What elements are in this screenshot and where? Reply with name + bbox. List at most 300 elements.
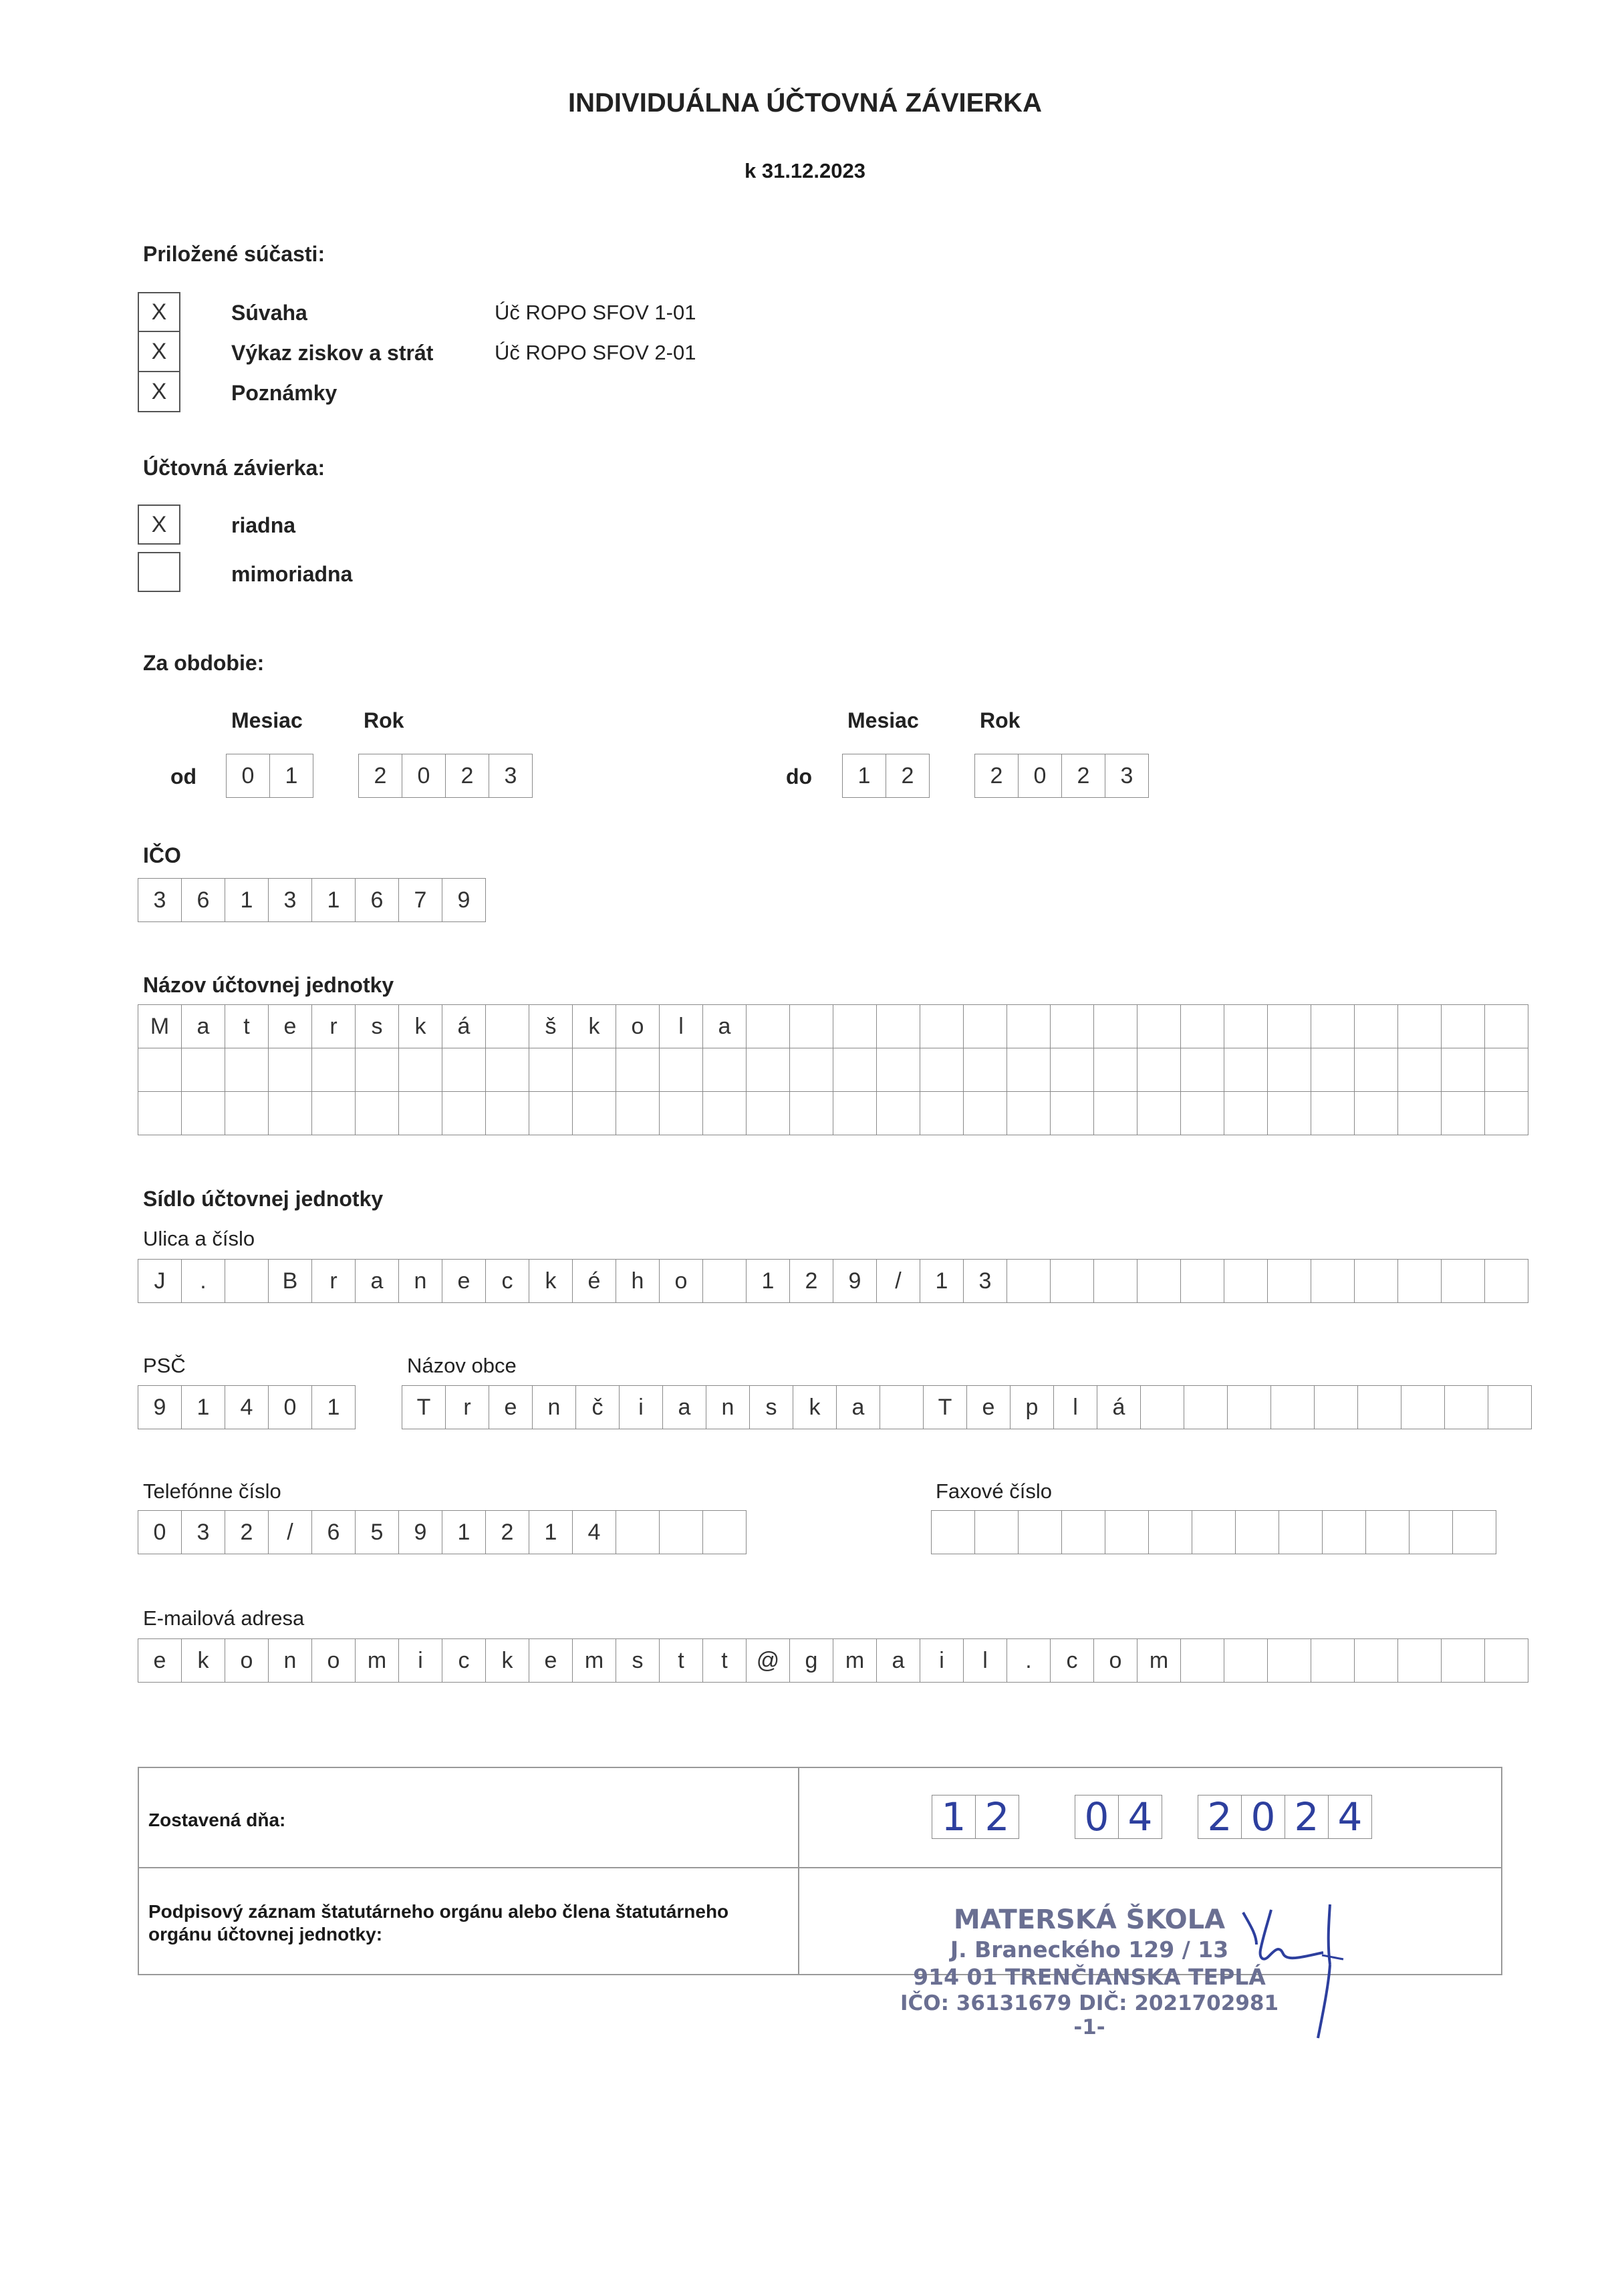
char-cell[interactable]: [974, 1510, 1019, 1554]
seat-label: Sídlo účtovnej jednotky: [143, 1187, 384, 1211]
label-riadna: riadna: [231, 513, 296, 537]
char-cell[interactable]: [616, 1091, 660, 1135]
char-cell[interactable]: [1007, 1091, 1051, 1135]
char-cell[interactable]: [1235, 1510, 1279, 1554]
char-cell[interactable]: [659, 1510, 703, 1554]
char-cell[interactable]: B: [268, 1259, 312, 1303]
char-cell[interactable]: [1050, 1048, 1094, 1092]
char-cell[interactable]: [659, 1091, 703, 1135]
char-cell[interactable]: 9: [833, 1259, 877, 1303]
char-cell[interactable]: [1311, 1259, 1355, 1303]
char-cell[interactable]: [1093, 1004, 1137, 1048]
psc-field[interactable]: [138, 1385, 356, 1429]
char-cell[interactable]: [920, 1048, 964, 1092]
char-cell[interactable]: [1093, 1259, 1137, 1303]
char-cell[interactable]: [355, 1091, 399, 1135]
char-cell[interactable]: 2: [485, 1510, 529, 1554]
char-cell[interactable]: [789, 1048, 833, 1092]
checkbox-poznamky[interactable]: X: [138, 372, 180, 412]
char-cell[interactable]: [876, 1004, 920, 1048]
char-cell[interactable]: [963, 1004, 1007, 1048]
checkbox-mimoriadna[interactable]: [138, 552, 180, 592]
char-cell[interactable]: l: [963, 1638, 1007, 1683]
char-cell[interactable]: [1441, 1091, 1485, 1135]
char-cell[interactable]: 2: [886, 754, 930, 798]
char-cell[interactable]: h: [616, 1259, 660, 1303]
char-cell[interactable]: [181, 1091, 225, 1135]
char-cell[interactable]: 4: [1328, 1795, 1372, 1839]
char-cell[interactable]: o: [659, 1259, 703, 1303]
char-cell[interactable]: [876, 1048, 920, 1092]
char-cell[interactable]: [1441, 1259, 1485, 1303]
char-cell[interactable]: T: [402, 1385, 446, 1429]
char-cell[interactable]: 2: [975, 1795, 1019, 1839]
char-cell[interactable]: [1224, 1048, 1268, 1092]
fax-label: Faxové číslo: [936, 1479, 1053, 1503]
char-cell[interactable]: [1224, 1091, 1268, 1135]
checkbox-suvaha[interactable]: X: [138, 292, 180, 332]
char-cell[interactable]: [1180, 1091, 1224, 1135]
char-cell[interactable]: 1: [842, 754, 886, 798]
char-cell[interactable]: [1444, 1385, 1488, 1429]
char-cell[interactable]: [1311, 1004, 1355, 1048]
char-cell[interactable]: [1441, 1638, 1485, 1683]
closing-date: k 31.12.2023: [744, 159, 865, 182]
char-cell[interactable]: 0: [1075, 1795, 1119, 1839]
to-year-field[interactable]: [974, 754, 1149, 798]
char-cell[interactable]: [746, 1004, 790, 1048]
to-year-label: Rok: [980, 708, 1021, 732]
char-cell[interactable]: n: [706, 1385, 750, 1429]
char-cell[interactable]: [1311, 1638, 1355, 1683]
char-cell[interactable]: é: [572, 1259, 616, 1303]
char-cell[interactable]: [1180, 1048, 1224, 1092]
char-cell[interactable]: m: [355, 1638, 399, 1683]
char-cell[interactable]: [833, 1004, 877, 1048]
char-cell[interactable]: T: [923, 1385, 967, 1429]
char-cell[interactable]: [1140, 1385, 1184, 1429]
fax-field[interactable]: [931, 1510, 1496, 1554]
char-cell[interactable]: c: [442, 1638, 486, 1683]
char-cell[interactable]: [398, 1091, 442, 1135]
char-cell[interactable]: [789, 1004, 833, 1048]
stamp-page: -1-: [1073, 2015, 1105, 2039]
char-cell[interactable]: k: [793, 1385, 837, 1429]
char-cell[interactable]: [1397, 1048, 1442, 1092]
char-cell[interactable]: [1409, 1510, 1453, 1554]
stamp-street: J. Braneckého 129 / 13: [950, 1936, 1229, 1963]
char-cell[interactable]: [1484, 1091, 1528, 1135]
char-cell[interactable]: 2: [1285, 1795, 1329, 1839]
psc-label: PSČ: [143, 1354, 186, 1377]
char-cell[interactable]: [572, 1091, 616, 1135]
char-cell[interactable]: [746, 1048, 790, 1092]
char-cell[interactable]: 2: [358, 754, 402, 798]
char-cell[interactable]: [920, 1004, 964, 1048]
char-cell[interactable]: [1484, 1004, 1528, 1048]
char-cell[interactable]: [1314, 1385, 1358, 1429]
char-cell[interactable]: [442, 1091, 486, 1135]
char-cell[interactable]: 3: [489, 754, 533, 798]
compiled-month-field[interactable]: [1075, 1795, 1162, 1839]
char-cell[interactable]: [1267, 1091, 1311, 1135]
compiled-day-field[interactable]: [932, 1795, 1019, 1839]
char-cell[interactable]: 0: [268, 1385, 312, 1429]
char-cell[interactable]: 9: [398, 1510, 442, 1554]
char-cell[interactable]: [1137, 1091, 1181, 1135]
char-cell[interactable]: [1484, 1048, 1528, 1092]
char-cell[interactable]: 1: [529, 1510, 573, 1554]
char-cell[interactable]: á: [1097, 1385, 1141, 1429]
label-poznamky: Poznámky: [231, 381, 338, 405]
char-cell[interactable]: k: [572, 1004, 616, 1048]
char-cell[interactable]: a: [355, 1259, 399, 1303]
char-cell[interactable]: [485, 1004, 529, 1048]
char-cell[interactable]: [1397, 1091, 1442, 1135]
email-field[interactable]: [138, 1638, 1528, 1683]
char-cell[interactable]: a: [702, 1004, 747, 1048]
char-cell[interactable]: [1007, 1259, 1051, 1303]
char-cell[interactable]: [1354, 1048, 1398, 1092]
char-cell[interactable]: 1: [311, 878, 356, 922]
char-cell[interactable]: i: [398, 1638, 442, 1683]
char-cell[interactable]: [485, 1091, 529, 1135]
char-cell[interactable]: 2: [789, 1259, 833, 1303]
char-cell[interactable]: l: [659, 1004, 703, 1048]
char-cell[interactable]: [1267, 1048, 1311, 1092]
char-cell[interactable]: 2: [225, 1510, 269, 1554]
char-cell[interactable]: [1397, 1638, 1442, 1683]
char-cell[interactable]: 9: [138, 1385, 182, 1429]
char-cell[interactable]: [138, 1091, 182, 1135]
char-cell[interactable]: [398, 1048, 442, 1092]
char-cell[interactable]: [225, 1048, 269, 1092]
char-cell[interactable]: [1224, 1004, 1268, 1048]
char-cell[interactable]: 0: [1018, 754, 1062, 798]
from-year-field[interactable]: [358, 754, 533, 798]
char-cell[interactable]: 3: [138, 878, 182, 922]
char-cell[interactable]: 1: [932, 1795, 976, 1839]
char-cell[interactable]: [1184, 1385, 1228, 1429]
char-cell[interactable]: l: [1053, 1385, 1097, 1429]
char-cell[interactable]: [1311, 1048, 1355, 1092]
char-cell[interactable]: [1488, 1385, 1532, 1429]
char-cell[interactable]: [1354, 1091, 1398, 1135]
char-cell[interactable]: [1018, 1510, 1062, 1554]
char-cell[interactable]: 0: [402, 754, 446, 798]
char-cell[interactable]: [311, 1091, 356, 1135]
char-cell[interactable]: [225, 1091, 269, 1135]
char-cell[interactable]: p: [1010, 1385, 1054, 1429]
char-cell[interactable]: 1: [920, 1259, 964, 1303]
char-cell[interactable]: 2: [445, 754, 489, 798]
char-cell[interactable]: 4: [1118, 1795, 1162, 1839]
char-cell[interactable]: 7: [398, 878, 442, 922]
char-cell[interactable]: [880, 1385, 924, 1429]
char-cell[interactable]: [1311, 1091, 1355, 1135]
char-cell[interactable]: 1: [225, 878, 269, 922]
char-cell[interactable]: 0: [1241, 1795, 1285, 1839]
char-cell[interactable]: m: [572, 1638, 616, 1683]
char-cell[interactable]: [659, 1048, 703, 1092]
char-cell[interactable]: š: [529, 1004, 573, 1048]
char-cell[interactable]: [1397, 1004, 1442, 1048]
char-cell[interactable]: .: [1007, 1638, 1051, 1683]
city-field[interactable]: [402, 1385, 1532, 1429]
period-heading: Za obdobie:: [143, 651, 265, 675]
to-label: do: [786, 764, 813, 788]
to-month-label: Mesiac: [847, 708, 919, 732]
char-cell[interactable]: t: [702, 1638, 747, 1683]
char-cell[interactable]: [1397, 1259, 1442, 1303]
char-cell[interactable]: e: [489, 1385, 533, 1429]
char-cell[interactable]: a: [836, 1385, 880, 1429]
char-cell[interactable]: e: [529, 1638, 573, 1683]
char-cell[interactable]: o: [616, 1004, 660, 1048]
char-cell[interactable]: e: [268, 1004, 312, 1048]
char-cell[interactable]: 9: [442, 878, 486, 922]
char-cell[interactable]: [702, 1259, 747, 1303]
char-cell[interactable]: [225, 1259, 269, 1303]
char-cell[interactable]: [833, 1091, 877, 1135]
char-cell[interactable]: s: [749, 1385, 793, 1429]
ico-label: IČO: [143, 843, 181, 867]
char-cell[interactable]: k: [181, 1638, 225, 1683]
char-cell[interactable]: [1093, 1091, 1137, 1135]
char-cell[interactable]: e: [966, 1385, 1011, 1429]
char-cell[interactable]: 3: [181, 1510, 225, 1554]
char-cell[interactable]: m: [1137, 1638, 1181, 1683]
char-cell[interactable]: t: [659, 1638, 703, 1683]
char-cell[interactable]: [789, 1091, 833, 1135]
name-label: Názov účtovnej jednotky: [143, 973, 394, 997]
char-cell[interactable]: [1050, 1259, 1094, 1303]
char-cell[interactable]: [1267, 1259, 1311, 1303]
char-cell[interactable]: [1484, 1638, 1528, 1683]
from-month-label: Mesiac: [231, 708, 303, 732]
checkbox-vykaz[interactable]: X: [138, 332, 180, 372]
char-cell[interactable]: c: [1050, 1638, 1094, 1683]
char-cell[interactable]: 3: [1105, 754, 1149, 798]
char-cell[interactable]: [1354, 1004, 1398, 1048]
char-cell[interactable]: [963, 1091, 1007, 1135]
char-cell[interactable]: k: [485, 1638, 529, 1683]
char-cell[interactable]: [1354, 1638, 1398, 1683]
from-label: od: [170, 764, 197, 788]
char-cell[interactable]: [1192, 1510, 1236, 1554]
char-cell[interactable]: [1365, 1510, 1410, 1554]
table-divider-horizontal: [139, 1867, 1501, 1868]
name-row: [138, 1048, 1528, 1092]
char-cell[interactable]: a: [662, 1385, 706, 1429]
char-cell[interactable]: [268, 1091, 312, 1135]
char-cell[interactable]: /: [268, 1510, 312, 1554]
stamp-ids: IČO: 36131679 DIČ: 2021702981: [900, 1991, 1279, 2015]
char-cell[interactable]: [1180, 1004, 1224, 1048]
char-cell[interactable]: [1357, 1385, 1401, 1429]
char-cell[interactable]: [1061, 1510, 1105, 1554]
char-cell[interactable]: [1050, 1091, 1094, 1135]
char-cell[interactable]: [746, 1091, 790, 1135]
char-cell[interactable]: a: [181, 1004, 225, 1048]
char-cell[interactable]: [1279, 1510, 1323, 1554]
handwritten-signature: [1230, 1898, 1363, 2045]
label-vykaz: Výkaz ziskov a strát: [231, 341, 434, 365]
closing-heading: Účtovná závierka:: [143, 456, 325, 480]
char-cell[interactable]: m: [833, 1638, 877, 1683]
name-row: [138, 1004, 1528, 1048]
char-cell[interactable]: [1224, 1259, 1268, 1303]
char-cell[interactable]: [702, 1048, 747, 1092]
char-cell[interactable]: i: [920, 1638, 964, 1683]
compiled-year-field[interactable]: [1198, 1795, 1372, 1839]
char-cell[interactable]: n: [268, 1638, 312, 1683]
char-cell[interactable]: [1322, 1510, 1366, 1554]
char-cell[interactable]: [1354, 1259, 1398, 1303]
char-cell[interactable]: [1452, 1510, 1496, 1554]
char-cell[interactable]: [1441, 1004, 1485, 1048]
char-cell[interactable]: o: [311, 1638, 356, 1683]
char-cell[interactable]: á: [442, 1004, 486, 1048]
char-cell[interactable]: 5: [355, 1510, 399, 1554]
char-cell[interactable]: t: [225, 1004, 269, 1048]
char-cell[interactable]: [1180, 1638, 1224, 1683]
char-cell[interactable]: M: [138, 1004, 182, 1048]
char-cell[interactable]: [1137, 1004, 1181, 1048]
char-cell[interactable]: @: [746, 1638, 790, 1683]
char-cell[interactable]: [485, 1048, 529, 1092]
char-cell[interactable]: [920, 1091, 964, 1135]
char-cell[interactable]: [1105, 1510, 1149, 1554]
char-cell[interactable]: [572, 1048, 616, 1092]
char-cell[interactable]: 4: [572, 1510, 616, 1554]
char-cell[interactable]: [1148, 1510, 1192, 1554]
char-cell[interactable]: r: [311, 1259, 356, 1303]
char-cell[interactable]: 6: [181, 878, 225, 922]
char-cell[interactable]: [1401, 1385, 1445, 1429]
char-cell[interactable]: [1093, 1048, 1137, 1092]
code-vykaz: Úč ROPO SFOV 2-01: [495, 341, 696, 364]
char-cell[interactable]: [963, 1048, 1007, 1092]
to-month-field[interactable]: [842, 754, 930, 798]
char-cell[interactable]: [616, 1510, 660, 1554]
city-label: Názov obce: [407, 1354, 517, 1377]
char-cell[interactable]: 1: [311, 1385, 356, 1429]
char-cell[interactable]: [1180, 1259, 1224, 1303]
char-cell[interactable]: [1137, 1259, 1181, 1303]
char-cell[interactable]: c: [485, 1259, 529, 1303]
char-cell[interactable]: [1484, 1259, 1528, 1303]
char-cell[interactable]: 4: [225, 1385, 269, 1429]
phone-label: Telefónne číslo: [143, 1479, 281, 1503]
ico-field[interactable]: [138, 878, 486, 922]
char-cell[interactable]: [355, 1048, 399, 1092]
compiled-label: Zostavená dňa:: [148, 1810, 286, 1830]
char-cell[interactable]: [529, 1048, 573, 1092]
char-cell[interactable]: [1224, 1638, 1268, 1683]
attached-heading: Priložené súčasti:: [143, 242, 325, 266]
char-cell[interactable]: o: [225, 1638, 269, 1683]
char-cell[interactable]: [1270, 1385, 1315, 1429]
char-cell[interactable]: 0: [226, 754, 270, 798]
char-cell[interactable]: .: [181, 1259, 225, 1303]
attached-checkboxes: [138, 292, 180, 412]
char-cell[interactable]: J: [138, 1259, 182, 1303]
char-cell[interactable]: [311, 1048, 356, 1092]
char-cell[interactable]: 1: [181, 1385, 225, 1429]
char-cell[interactable]: 1: [442, 1510, 486, 1554]
char-cell[interactable]: [876, 1091, 920, 1135]
char-cell[interactable]: [1007, 1004, 1051, 1048]
char-cell[interactable]: [1267, 1638, 1311, 1683]
char-cell[interactable]: [1267, 1004, 1311, 1048]
char-cell[interactable]: k: [398, 1004, 442, 1048]
char-cell[interactable]: č: [575, 1385, 620, 1429]
phone-field[interactable]: [138, 1510, 747, 1554]
char-cell[interactable]: 1: [746, 1259, 790, 1303]
street-field[interactable]: [138, 1259, 1528, 1303]
char-cell[interactable]: 1: [269, 754, 313, 798]
char-cell[interactable]: [268, 1048, 312, 1092]
char-cell[interactable]: s: [616, 1638, 660, 1683]
char-cell[interactable]: [529, 1091, 573, 1135]
email-label: E-mailová adresa: [143, 1606, 305, 1630]
char-cell[interactable]: n: [532, 1385, 576, 1429]
char-cell[interactable]: k: [529, 1259, 573, 1303]
char-cell[interactable]: o: [1093, 1638, 1137, 1683]
char-cell[interactable]: /: [876, 1259, 920, 1303]
name-field[interactable]: [138, 1004, 1528, 1135]
char-cell[interactable]: [1007, 1048, 1051, 1092]
char-cell[interactable]: g: [789, 1638, 833, 1683]
char-cell[interactable]: a: [876, 1638, 920, 1683]
checkbox-riadna[interactable]: X: [138, 505, 180, 545]
char-cell[interactable]: 6: [355, 878, 399, 922]
char-cell[interactable]: 3: [268, 878, 312, 922]
char-cell[interactable]: [1137, 1048, 1181, 1092]
from-year-label: Rok: [364, 708, 404, 732]
from-month-field[interactable]: [226, 754, 313, 798]
char-cell[interactable]: [833, 1048, 877, 1092]
char-cell[interactable]: [616, 1048, 660, 1092]
stamp-name: MATERSKÁ ŠKOLA: [953, 1904, 1226, 1935]
char-cell[interactable]: [138, 1048, 182, 1092]
char-cell[interactable]: e: [138, 1638, 182, 1683]
char-cell[interactable]: [702, 1510, 747, 1554]
char-cell[interactable]: r: [311, 1004, 356, 1048]
char-cell[interactable]: 2: [1061, 754, 1105, 798]
name-row: [138, 1092, 1528, 1135]
char-cell[interactable]: [931, 1510, 975, 1554]
char-cell[interactable]: [1227, 1385, 1271, 1429]
char-cell[interactable]: 2: [974, 754, 1019, 798]
char-cell[interactable]: 6: [311, 1510, 356, 1554]
char-cell[interactable]: i: [619, 1385, 663, 1429]
char-cell[interactable]: [181, 1048, 225, 1092]
char-cell[interactable]: 3: [963, 1259, 1007, 1303]
char-cell[interactable]: [702, 1091, 747, 1135]
char-cell[interactable]: s: [355, 1004, 399, 1048]
char-cell[interactable]: e: [442, 1259, 486, 1303]
char-cell[interactable]: 2: [1198, 1795, 1242, 1839]
char-cell[interactable]: n: [398, 1259, 442, 1303]
char-cell[interactable]: [1441, 1048, 1485, 1092]
char-cell[interactable]: [1050, 1004, 1094, 1048]
table-divider-vertical: [798, 1768, 799, 1974]
char-cell[interactable]: r: [445, 1385, 489, 1429]
char-cell[interactable]: [442, 1048, 486, 1092]
char-cell[interactable]: 0: [138, 1510, 182, 1554]
